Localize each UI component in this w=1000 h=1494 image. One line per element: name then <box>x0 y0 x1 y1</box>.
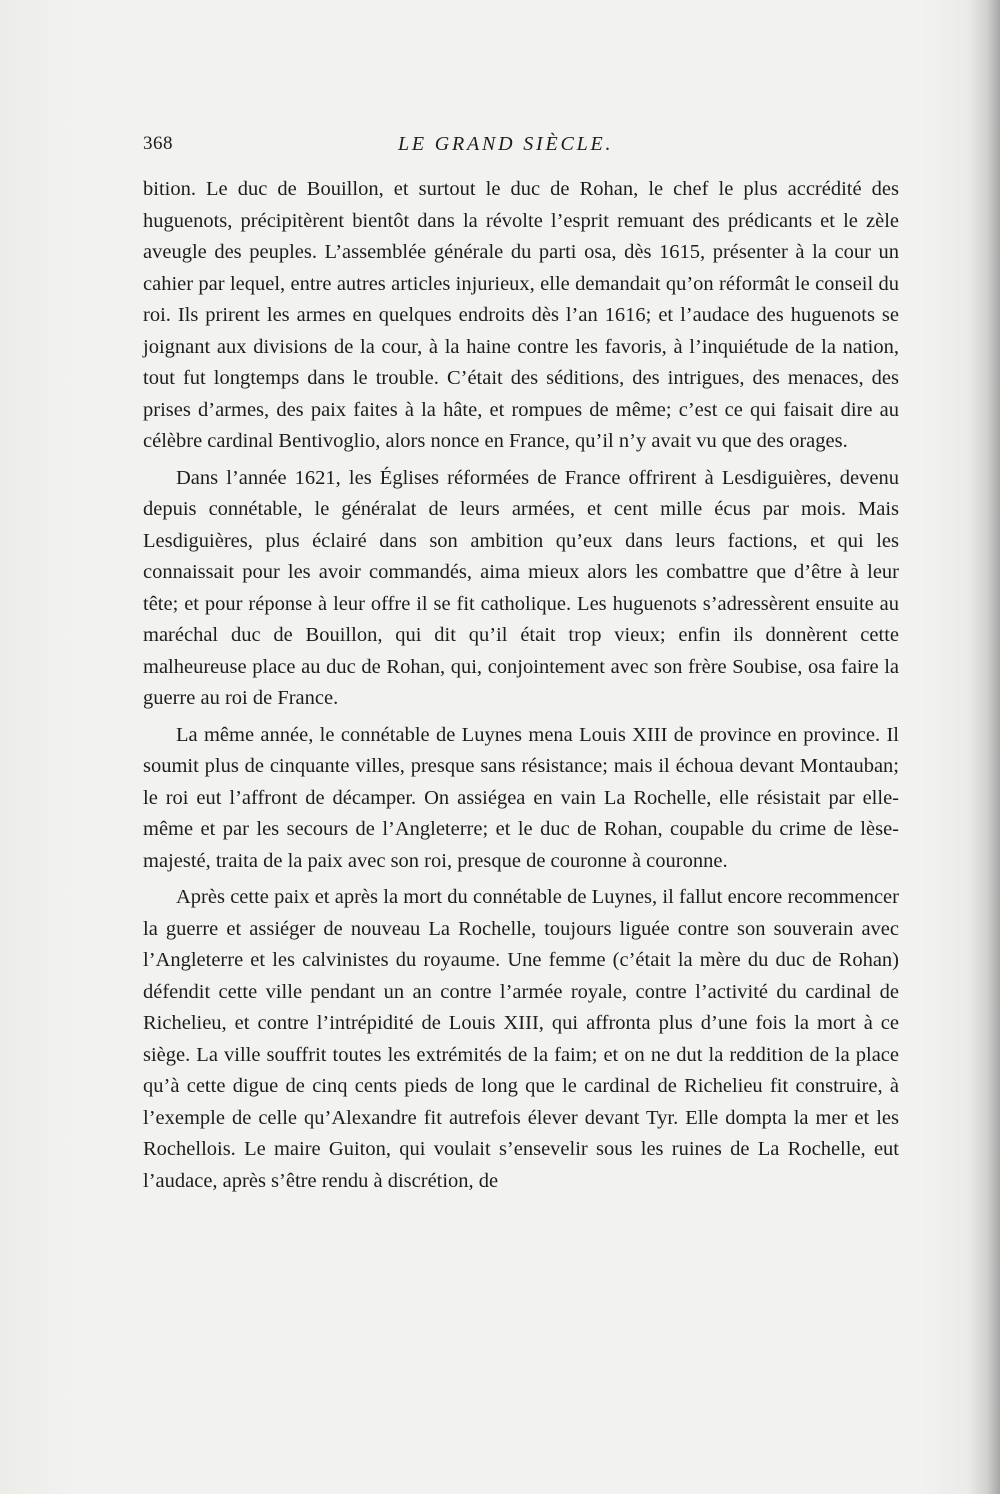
paragraph-1: bition. Le duc de Bouillon, et surtout le duc de Rohan, le chef le plus accrédité des huguenots, précipitèrent bientôt dans la révolte l’esprit remuant des prédicants et le zèle aveugle des peuples. L’assemblée générale du parti osa, dès 1615, présenter à la cour un cahier par lequel, entre autres articles injurieux, elle demandait qu’on réformât le conseil du roi. Ils prirent les armes en quelques endroits dès l’an 1616; et l’audace des huguenots se joignant aux divisions de la cour, à la haine contre les favoris, à l’inquiétude de la nation, tout fut longtemps dans le trouble. C’était des séditions, des intrigues, des menaces, des prises d’armes, des paix faites à la hâte, et rompues de même; c’est ce qui faisait dire au célèbre cardinal Bentivoglio, alors nonce en France, qu’il n’y avait vu que des orages. <box>143 178 899 452</box>
page-edge-shadow <box>968 0 1000 1494</box>
paragraph-4: Après cette paix et après la mort du connétable de Luynes, il fallut encore recommencer la guerre et assiéger de nouveau La Rochelle, toujours liguée contre son souverain avec l’Angleterre et les calvinistes du royaume. Une femme (c’était la mère du duc de Rohan) défendit cette ville pendant un an contre l’armée royale, contre l’activité du cardinal de Richelieu, et contre l’intrépidité de Louis XIII, qui affronta plus d’une fois la mort à ce siège. La ville souffrit toutes les extrémités de la faim; et on ne dut la reddition de la place qu’à cette digue de cinq cents pieds de long que le cardinal de Richelieu fit construire, à l’exemple de celle qu’Alexandre fit autrefois élever devant Tyr. Elle dompta la mer et les Rochellois. Le maire Guiton, qui voulait s’ensevelir sous les ruines de La Rochelle, eut l’audace, après s’être rendu à discrétion, de <box>143 886 899 1192</box>
running-title: LE GRAND SIÈCLE. <box>398 133 614 155</box>
paragraph-3: La même année, le connétable de Luynes mena Louis XIII de province en province. Il soumit plus de cinquante villes, presque sans résistance; mais il échoua devant Montauban; le roi eut l’affront de décamper. On assiégea en vain La Rochelle, elle résistait par elle-même et par les secours de l’Angleterre; et le duc de Rohan, coupable du crime de lèse-majesté, traita de la paix avec son roi, presque de couronne à couronne. <box>143 723 899 872</box>
paragraph-2: Dans l’année 1621, les Églises réformées de France offrirent à Lesdiguières, devenu depuis connétable, le généralat de leurs armées, et cent mille écus par mois. Mais Lesdiguières, plus éclairé dans son ambition qu’eux dans leurs factions, et qui les connaissait pour les avoir commandés, aima mieux alors les combattre que d’être à leur tête; et pour réponse à leur offre il se fit catholique. Les huguenots s’adressèrent ensuite au maréchal duc de Bouillon, qui dit qu’il était trop vieux; enfin ils donnèrent cette malheureuse place au duc de Rohan, qui, conjointement avec son frère Soubise, osa faire la guerre au roi de France. <box>143 466 899 709</box>
body-text <box>143 174 899 1202</box>
running-header <box>143 133 899 161</box>
page-number: 368 <box>143 133 173 154</box>
